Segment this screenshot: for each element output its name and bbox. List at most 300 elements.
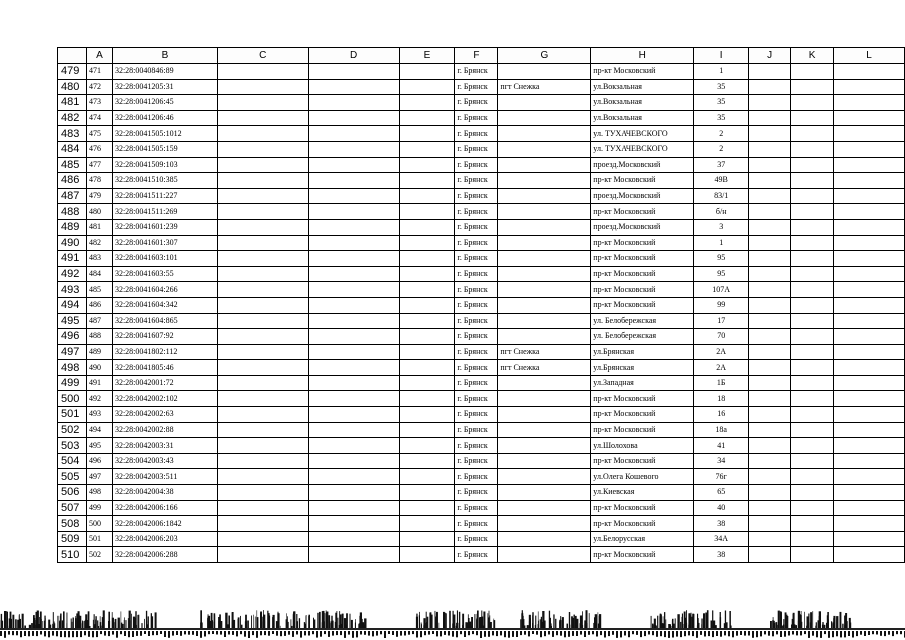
cell-c	[217, 500, 308, 516]
cell-i: 83/1	[694, 188, 749, 204]
cell-a: 491	[86, 375, 112, 391]
corner-cell	[58, 48, 87, 64]
cell-i: 37	[694, 157, 749, 173]
cell-g	[498, 453, 591, 469]
cell-j	[749, 95, 791, 111]
cell-g	[498, 422, 591, 438]
cell-c	[217, 453, 308, 469]
cell-e	[399, 251, 455, 267]
cell-j	[749, 297, 791, 313]
cell-a: 486	[86, 297, 112, 313]
cell-d	[308, 516, 399, 532]
cell-g	[498, 95, 591, 111]
cell-e	[399, 453, 455, 469]
cell-b: 32:28:0041206:46	[112, 110, 217, 126]
table-row	[58, 266, 905, 282]
cell-a: 478	[86, 173, 112, 189]
cell-j	[749, 219, 791, 235]
column-header-c: C	[217, 48, 308, 64]
table-row	[58, 485, 905, 501]
cell-e	[399, 422, 455, 438]
cell-a: 484	[86, 266, 112, 282]
cell-c	[217, 110, 308, 126]
cell-d	[308, 251, 399, 267]
spreadsheet-table	[57, 47, 905, 563]
cell-f: г. Брянск	[455, 157, 498, 173]
cell-h: ул. ТУХАЧЕВСКОГО	[591, 141, 694, 157]
cell-j	[749, 126, 791, 142]
cell-f: г. Брянск	[455, 469, 498, 485]
cell-f: г. Брянск	[455, 313, 498, 329]
cell-l	[834, 297, 905, 313]
cell-d	[308, 126, 399, 142]
cell-h: ул. Белобережская	[591, 329, 694, 345]
cell-c	[217, 313, 308, 329]
cell-k	[791, 344, 834, 360]
cell-e	[399, 297, 455, 313]
cell-i: 95	[694, 266, 749, 282]
cell-e	[399, 500, 455, 516]
cell-a: 492	[86, 391, 112, 407]
cell-c	[217, 516, 308, 532]
row-number: 508	[58, 516, 87, 532]
cell-g	[498, 110, 591, 126]
cell-g	[498, 188, 591, 204]
cell-c	[217, 531, 308, 547]
cell-k	[791, 79, 834, 95]
cell-j	[749, 453, 791, 469]
column-header-h: H	[591, 48, 694, 64]
cell-f: г. Брянск	[455, 141, 498, 157]
cell-i: 1	[694, 235, 749, 251]
cell-h: пр-кт Московский	[591, 204, 694, 220]
cell-k	[791, 391, 834, 407]
cell-e	[399, 329, 455, 345]
cell-e	[399, 407, 455, 423]
cell-l	[834, 95, 905, 111]
cell-k	[791, 422, 834, 438]
table-row	[58, 141, 905, 157]
cell-i: 2А	[694, 344, 749, 360]
cell-b: 32:28:0041505:159	[112, 141, 217, 157]
cell-d	[308, 453, 399, 469]
cell-i: 107А	[694, 282, 749, 298]
cell-e	[399, 344, 455, 360]
cell-g	[498, 516, 591, 532]
cell-k	[791, 64, 834, 80]
cell-e	[399, 282, 455, 298]
cell-a: 502	[86, 547, 112, 563]
cell-b: 32:28:0041511:269	[112, 204, 217, 220]
cell-a: 485	[86, 282, 112, 298]
cell-i: 49В	[694, 173, 749, 189]
cell-d	[308, 219, 399, 235]
cell-i: 65	[694, 485, 749, 501]
cell-b: 32:28:0042006:166	[112, 500, 217, 516]
cell-l	[834, 453, 905, 469]
table-row	[58, 531, 905, 547]
cell-h: ул.Вокзальная	[591, 79, 694, 95]
cell-b: 32:28:0042002:88	[112, 422, 217, 438]
cell-e	[399, 235, 455, 251]
cell-f: г. Брянск	[455, 204, 498, 220]
cell-k	[791, 251, 834, 267]
column-header-d: D	[308, 48, 399, 64]
cell-f: г. Брянск	[455, 95, 498, 111]
cell-h: пр-кт Московский	[591, 251, 694, 267]
cell-c	[217, 126, 308, 142]
cell-k	[791, 235, 834, 251]
cell-k	[791, 297, 834, 313]
cell-a: 501	[86, 531, 112, 547]
cell-e	[399, 313, 455, 329]
row-number: 491	[58, 251, 87, 267]
cell-d	[308, 344, 399, 360]
cell-b: 32:28:0041601:239	[112, 219, 217, 235]
cell-e	[399, 173, 455, 189]
column-header-k: K	[791, 48, 834, 64]
cell-g	[498, 313, 591, 329]
cell-l	[834, 79, 905, 95]
cell-l	[834, 469, 905, 485]
cell-h: пр-кт Московский	[591, 297, 694, 313]
cell-k	[791, 547, 834, 563]
cell-i: 2А	[694, 360, 749, 376]
cell-g	[498, 157, 591, 173]
cell-d	[308, 422, 399, 438]
column-header-j: J	[749, 48, 791, 64]
cell-f: г. Брянск	[455, 516, 498, 532]
table-row	[58, 173, 905, 189]
cell-e	[399, 157, 455, 173]
row-number: 509	[58, 531, 87, 547]
cell-b: 32:28:0042003:43	[112, 453, 217, 469]
row-number: 486	[58, 173, 87, 189]
cell-a: 472	[86, 79, 112, 95]
cell-k	[791, 266, 834, 282]
cell-g	[498, 531, 591, 547]
cell-l	[834, 360, 905, 376]
cell-h: пр-кт Московский	[591, 235, 694, 251]
cell-i: 34А	[694, 531, 749, 547]
cell-c	[217, 329, 308, 345]
cell-l	[834, 422, 905, 438]
row-number: 504	[58, 453, 87, 469]
table-row	[58, 313, 905, 329]
cell-i: 34	[694, 453, 749, 469]
cell-l	[834, 282, 905, 298]
cell-d	[308, 266, 399, 282]
cell-i: 16	[694, 407, 749, 423]
row-number: 510	[58, 547, 87, 563]
cell-a: 481	[86, 219, 112, 235]
column-header-i: I	[694, 48, 749, 64]
cell-g	[498, 173, 591, 189]
cell-g	[498, 266, 591, 282]
cell-g	[498, 438, 591, 454]
cell-c	[217, 407, 308, 423]
cell-k	[791, 95, 834, 111]
row-number: 498	[58, 360, 87, 376]
cell-i: 3	[694, 219, 749, 235]
column-header-g: G	[498, 48, 591, 64]
cell-a: 498	[86, 485, 112, 501]
cell-b: 32:28:0041510:385	[112, 173, 217, 189]
cell-l	[834, 235, 905, 251]
cell-i: 17	[694, 313, 749, 329]
cell-h: пр-кт Московский	[591, 453, 694, 469]
cell-b: 32:28:0041603:55	[112, 266, 217, 282]
row-number: 494	[58, 297, 87, 313]
cell-a: 487	[86, 313, 112, 329]
cell-g	[498, 219, 591, 235]
column-header-b: B	[112, 48, 217, 64]
cell-h: ул.Шолохова	[591, 438, 694, 454]
cell-k	[791, 375, 834, 391]
cell-a: 490	[86, 360, 112, 376]
row-number: 506	[58, 485, 87, 501]
cell-d	[308, 173, 399, 189]
cell-c	[217, 391, 308, 407]
cell-g: пгт Снежка	[498, 344, 591, 360]
cell-e	[399, 375, 455, 391]
cell-a: 475	[86, 126, 112, 142]
cell-k	[791, 485, 834, 501]
cell-k	[791, 219, 834, 235]
cell-i: 40	[694, 500, 749, 516]
cell-i: 2	[694, 141, 749, 157]
cell-j	[749, 469, 791, 485]
cell-d	[308, 360, 399, 376]
cell-c	[217, 360, 308, 376]
cell-h: пр-кт Московский	[591, 407, 694, 423]
cell-d	[308, 375, 399, 391]
cell-c	[217, 188, 308, 204]
cell-j	[749, 173, 791, 189]
cell-f: г. Брянск	[455, 391, 498, 407]
cell-b: 32:28:0042002:63	[112, 407, 217, 423]
cell-g	[498, 297, 591, 313]
cell-i: б/н	[694, 204, 749, 220]
cell-g	[498, 485, 591, 501]
cell-b: 32:28:0041802:112	[112, 344, 217, 360]
cell-b: 32:28:0042006:1842	[112, 516, 217, 532]
cell-h: ул.Западная	[591, 375, 694, 391]
cell-c	[217, 344, 308, 360]
cell-f: г. Брянск	[455, 329, 498, 345]
cell-h: ул.Белорусская	[591, 531, 694, 547]
cell-e	[399, 531, 455, 547]
cell-f: г. Брянск	[455, 219, 498, 235]
column-header-l: L	[834, 48, 905, 64]
table-row	[58, 438, 905, 454]
cell-b: 32:28:0041604:266	[112, 282, 217, 298]
cell-j	[749, 282, 791, 298]
row-number: 496	[58, 329, 87, 345]
row-number: 499	[58, 375, 87, 391]
table-row	[58, 157, 905, 173]
cell-g	[498, 141, 591, 157]
table-row	[58, 375, 905, 391]
cell-a: 500	[86, 516, 112, 532]
cell-b: 32:28:0040846:89	[112, 64, 217, 80]
cell-i: 35	[694, 110, 749, 126]
cell-e	[399, 126, 455, 142]
cell-a: 483	[86, 251, 112, 267]
table-row	[58, 188, 905, 204]
cell-f: г. Брянск	[455, 126, 498, 142]
cell-c	[217, 469, 308, 485]
cell-d	[308, 235, 399, 251]
cell-i: 35	[694, 79, 749, 95]
cell-g	[498, 391, 591, 407]
cell-i: 2	[694, 126, 749, 142]
column-header-row	[58, 48, 905, 64]
row-number: 487	[58, 188, 87, 204]
cell-j	[749, 547, 791, 563]
cell-d	[308, 438, 399, 454]
cell-j	[749, 391, 791, 407]
cell-g	[498, 235, 591, 251]
row-number: 503	[58, 438, 87, 454]
cell-l	[834, 547, 905, 563]
cell-a: 496	[86, 453, 112, 469]
cell-d	[308, 95, 399, 111]
row-number: 489	[58, 219, 87, 235]
cell-j	[749, 188, 791, 204]
cell-k	[791, 516, 834, 532]
cell-a: 471	[86, 64, 112, 80]
cell-h: проезд.Московский	[591, 157, 694, 173]
cell-f: г. Брянск	[455, 453, 498, 469]
cell-a: 499	[86, 500, 112, 516]
table-row	[58, 360, 905, 376]
cell-b: 32:28:0042006:203	[112, 531, 217, 547]
cell-a: 495	[86, 438, 112, 454]
cell-l	[834, 173, 905, 189]
table-row	[58, 219, 905, 235]
cell-k	[791, 500, 834, 516]
cell-e	[399, 391, 455, 407]
cell-h: пр-кт Московский	[591, 500, 694, 516]
cell-e	[399, 438, 455, 454]
cell-j	[749, 266, 791, 282]
cell-i: 1Б	[694, 375, 749, 391]
cell-b: 32:28:0041505:1012	[112, 126, 217, 142]
cell-b: 32:28:0042003:511	[112, 469, 217, 485]
cell-a: 494	[86, 422, 112, 438]
cell-j	[749, 329, 791, 345]
cell-f: г. Брянск	[455, 547, 498, 563]
cell-l	[834, 407, 905, 423]
cell-j	[749, 344, 791, 360]
cell-g	[498, 500, 591, 516]
cell-h: ул. ТУХАЧЕВСКОГО	[591, 126, 694, 142]
table-row	[58, 251, 905, 267]
cell-e	[399, 204, 455, 220]
cell-g: пгт Снежка	[498, 79, 591, 95]
cell-f: г. Брянск	[455, 531, 498, 547]
cell-h: пр-кт Московский	[591, 282, 694, 298]
table-row	[58, 391, 905, 407]
cell-a: 476	[86, 141, 112, 157]
cell-b: 32:28:0041205:31	[112, 79, 217, 95]
cell-i: 35	[694, 95, 749, 111]
cell-i: 95	[694, 251, 749, 267]
cell-a: 497	[86, 469, 112, 485]
cell-b: 32:28:0041607:92	[112, 329, 217, 345]
cell-c	[217, 251, 308, 267]
cell-h: ул.Олега Кошевого	[591, 469, 694, 485]
cell-f: г. Брянск	[455, 485, 498, 501]
cell-h: пр-кт Московский	[591, 391, 694, 407]
cell-h: пр-кт Московский	[591, 422, 694, 438]
cell-g	[498, 329, 591, 345]
table-row	[58, 282, 905, 298]
cell-e	[399, 360, 455, 376]
cell-b: 32:28:0041603:101	[112, 251, 217, 267]
row-number: 493	[58, 282, 87, 298]
cell-b: 32:28:0041604:865	[112, 313, 217, 329]
cell-c	[217, 547, 308, 563]
table-row	[58, 422, 905, 438]
cell-k	[791, 126, 834, 142]
table-row	[58, 95, 905, 111]
cell-f: г. Брянск	[455, 188, 498, 204]
cell-l	[834, 391, 905, 407]
row-number: 495	[58, 313, 87, 329]
cell-a: 473	[86, 95, 112, 111]
cell-g	[498, 282, 591, 298]
table-row	[58, 344, 905, 360]
cell-l	[834, 438, 905, 454]
cell-f: г. Брянск	[455, 438, 498, 454]
cell-j	[749, 204, 791, 220]
cell-k	[791, 438, 834, 454]
cell-l	[834, 485, 905, 501]
cell-e	[399, 516, 455, 532]
table-row	[58, 297, 905, 313]
cell-l	[834, 531, 905, 547]
cell-k	[791, 407, 834, 423]
cell-f: г. Брянск	[455, 282, 498, 298]
cell-j	[749, 516, 791, 532]
row-number: 507	[58, 500, 87, 516]
cell-f: г. Брянск	[455, 375, 498, 391]
cell-f: г. Брянск	[455, 110, 498, 126]
cell-j	[749, 251, 791, 267]
cell-c	[217, 282, 308, 298]
table-row	[58, 547, 905, 563]
cell-h: ул.Брянская	[591, 360, 694, 376]
cell-c	[217, 157, 308, 173]
cell-c	[217, 64, 308, 80]
cell-h: пр-кт Московский	[591, 64, 694, 80]
cell-l	[834, 516, 905, 532]
cell-f: г. Брянск	[455, 173, 498, 189]
cell-c	[217, 235, 308, 251]
cell-f: г. Брянск	[455, 297, 498, 313]
cell-f: г. Брянск	[455, 266, 498, 282]
cell-j	[749, 407, 791, 423]
cell-k	[791, 329, 834, 345]
cell-e	[399, 188, 455, 204]
cell-g	[498, 64, 591, 80]
cell-b: 32:28:0041604:342	[112, 297, 217, 313]
cell-i: 38	[694, 547, 749, 563]
cell-k	[791, 282, 834, 298]
cell-d	[308, 297, 399, 313]
